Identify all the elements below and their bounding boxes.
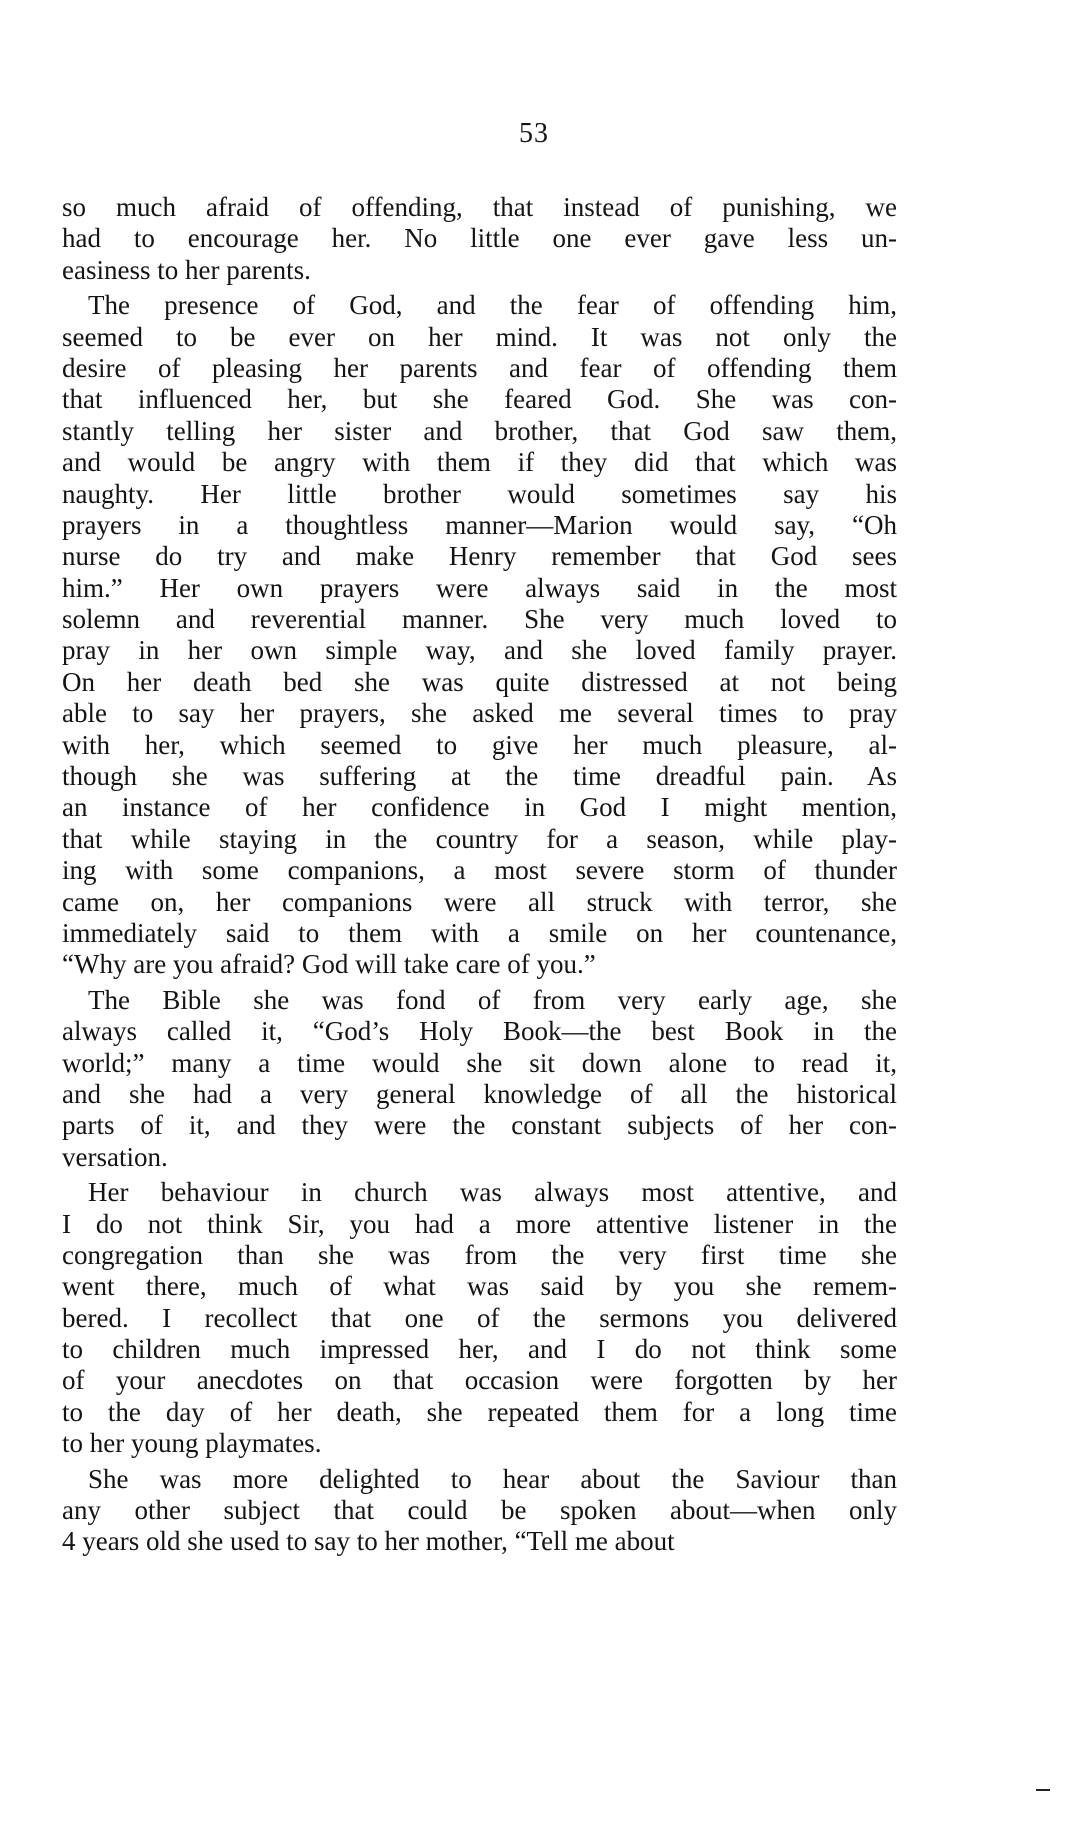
- text-line: came on, her companions were all struck with terror, she: [62, 886, 897, 917]
- text-line: to children much impressed her, and I do not think some: [62, 1334, 897, 1365]
- paragraph: [62, 985, 897, 1173]
- text-line: 4 years old she used to say to her mother, “Tell me about: [62, 1526, 675, 1557]
- text-line: stantly telling her sister and brother, that God saw them,: [62, 415, 897, 446]
- paragraph: [62, 192, 897, 286]
- text-line: went there, much of what was said by you she remem-: [62, 1271, 897, 1302]
- text-line: and would be angry with them if they did that which was: [62, 447, 897, 478]
- text-line: always called it, “God’s Holy Book—the best Book in the: [62, 1016, 897, 1047]
- text-line: world;” many a time would she sit down alone to read it,: [62, 1047, 897, 1078]
- text-line: I do not think Sir, you had a more attentive listener in the: [62, 1208, 897, 1239]
- text-line: bered. I recollect that one of the sermons you delivered: [62, 1302, 897, 1333]
- text-line: though she was suffering at the time dreadful pain. As: [62, 761, 897, 792]
- text-line: desire of pleasing her parents and fear of offending them: [62, 352, 897, 383]
- text-line: The Bible she was fond of from very early age, she: [88, 984, 897, 1015]
- text-line: congregation than she was from the very first time she: [62, 1239, 897, 1270]
- margin-mark: [1036, 1789, 1050, 1791]
- text-line: versation.: [62, 1141, 168, 1172]
- text-line: to the day of her death, she repeated them for a long time: [62, 1396, 897, 1427]
- text-line: so much afraid of offending, that instead of punishing, we: [62, 192, 897, 222]
- text-line: parts of it, and they were the constant subjects of her con-: [62, 1110, 897, 1141]
- paragraph: [62, 1177, 897, 1460]
- text-line: any other subject that could be spoken about—when only: [62, 1495, 897, 1526]
- paragraph: [62, 290, 897, 981]
- text-line: and she had a very general knowledge of all the historical: [62, 1078, 897, 1109]
- page-number: 53: [519, 118, 549, 149]
- text-line: ing with some companions, a most severe storm of thunder: [62, 855, 897, 886]
- text-line: that influenced her, but she feared God. She was con-: [62, 384, 897, 415]
- text-line: easiness to her parents.: [62, 254, 311, 285]
- text-line: that while staying in the country for a season, while play-: [62, 823, 897, 854]
- text-line: She was more delighted to hear about the Saviour than: [88, 1463, 897, 1494]
- text-line: Her behaviour in church was always most attentive, and: [88, 1177, 897, 1208]
- text-line: had to encourage her. No little one ever gave less un-: [62, 223, 897, 254]
- text-line: with her, which seemed to give her much pleasure, al-: [62, 729, 897, 760]
- text-line: seemed to be ever on her mind. It was not only the: [62, 321, 897, 352]
- body-text: [62, 192, 897, 1558]
- text-line: of your anecdotes on that occasion were forgotten by her: [62, 1365, 897, 1396]
- text-line: prayers in a thoughtless manner—Marion would say, “Oh: [62, 509, 897, 540]
- text-line: able to say her prayers, she asked me several times to pray: [62, 698, 897, 729]
- text-line: pray in her own simple way, and she loved family prayer.: [62, 635, 897, 666]
- text-line: The presence of God, and the fear of offending him,: [88, 290, 897, 321]
- text-line: immediately said to them with a smile on her countenance,: [62, 917, 897, 948]
- text-line: nurse do try and make Henry remember that God sees: [62, 541, 897, 572]
- text-line: “Why are you afraid? God will take care of you.”: [62, 949, 596, 980]
- text-line: naughty. Her little brother would sometimes say his: [62, 478, 897, 509]
- text-line: an instance of her confidence in God I might mention,: [62, 792, 897, 823]
- text-line: him.” Her own prayers were always said in the most: [62, 572, 897, 603]
- paragraph: [62, 1464, 897, 1558]
- text-line: to her young playmates.: [62, 1428, 322, 1459]
- text-line: On her death bed she was quite distressed at not being: [62, 666, 897, 697]
- text-line: solemn and reverential manner. She very much loved to: [62, 604, 897, 635]
